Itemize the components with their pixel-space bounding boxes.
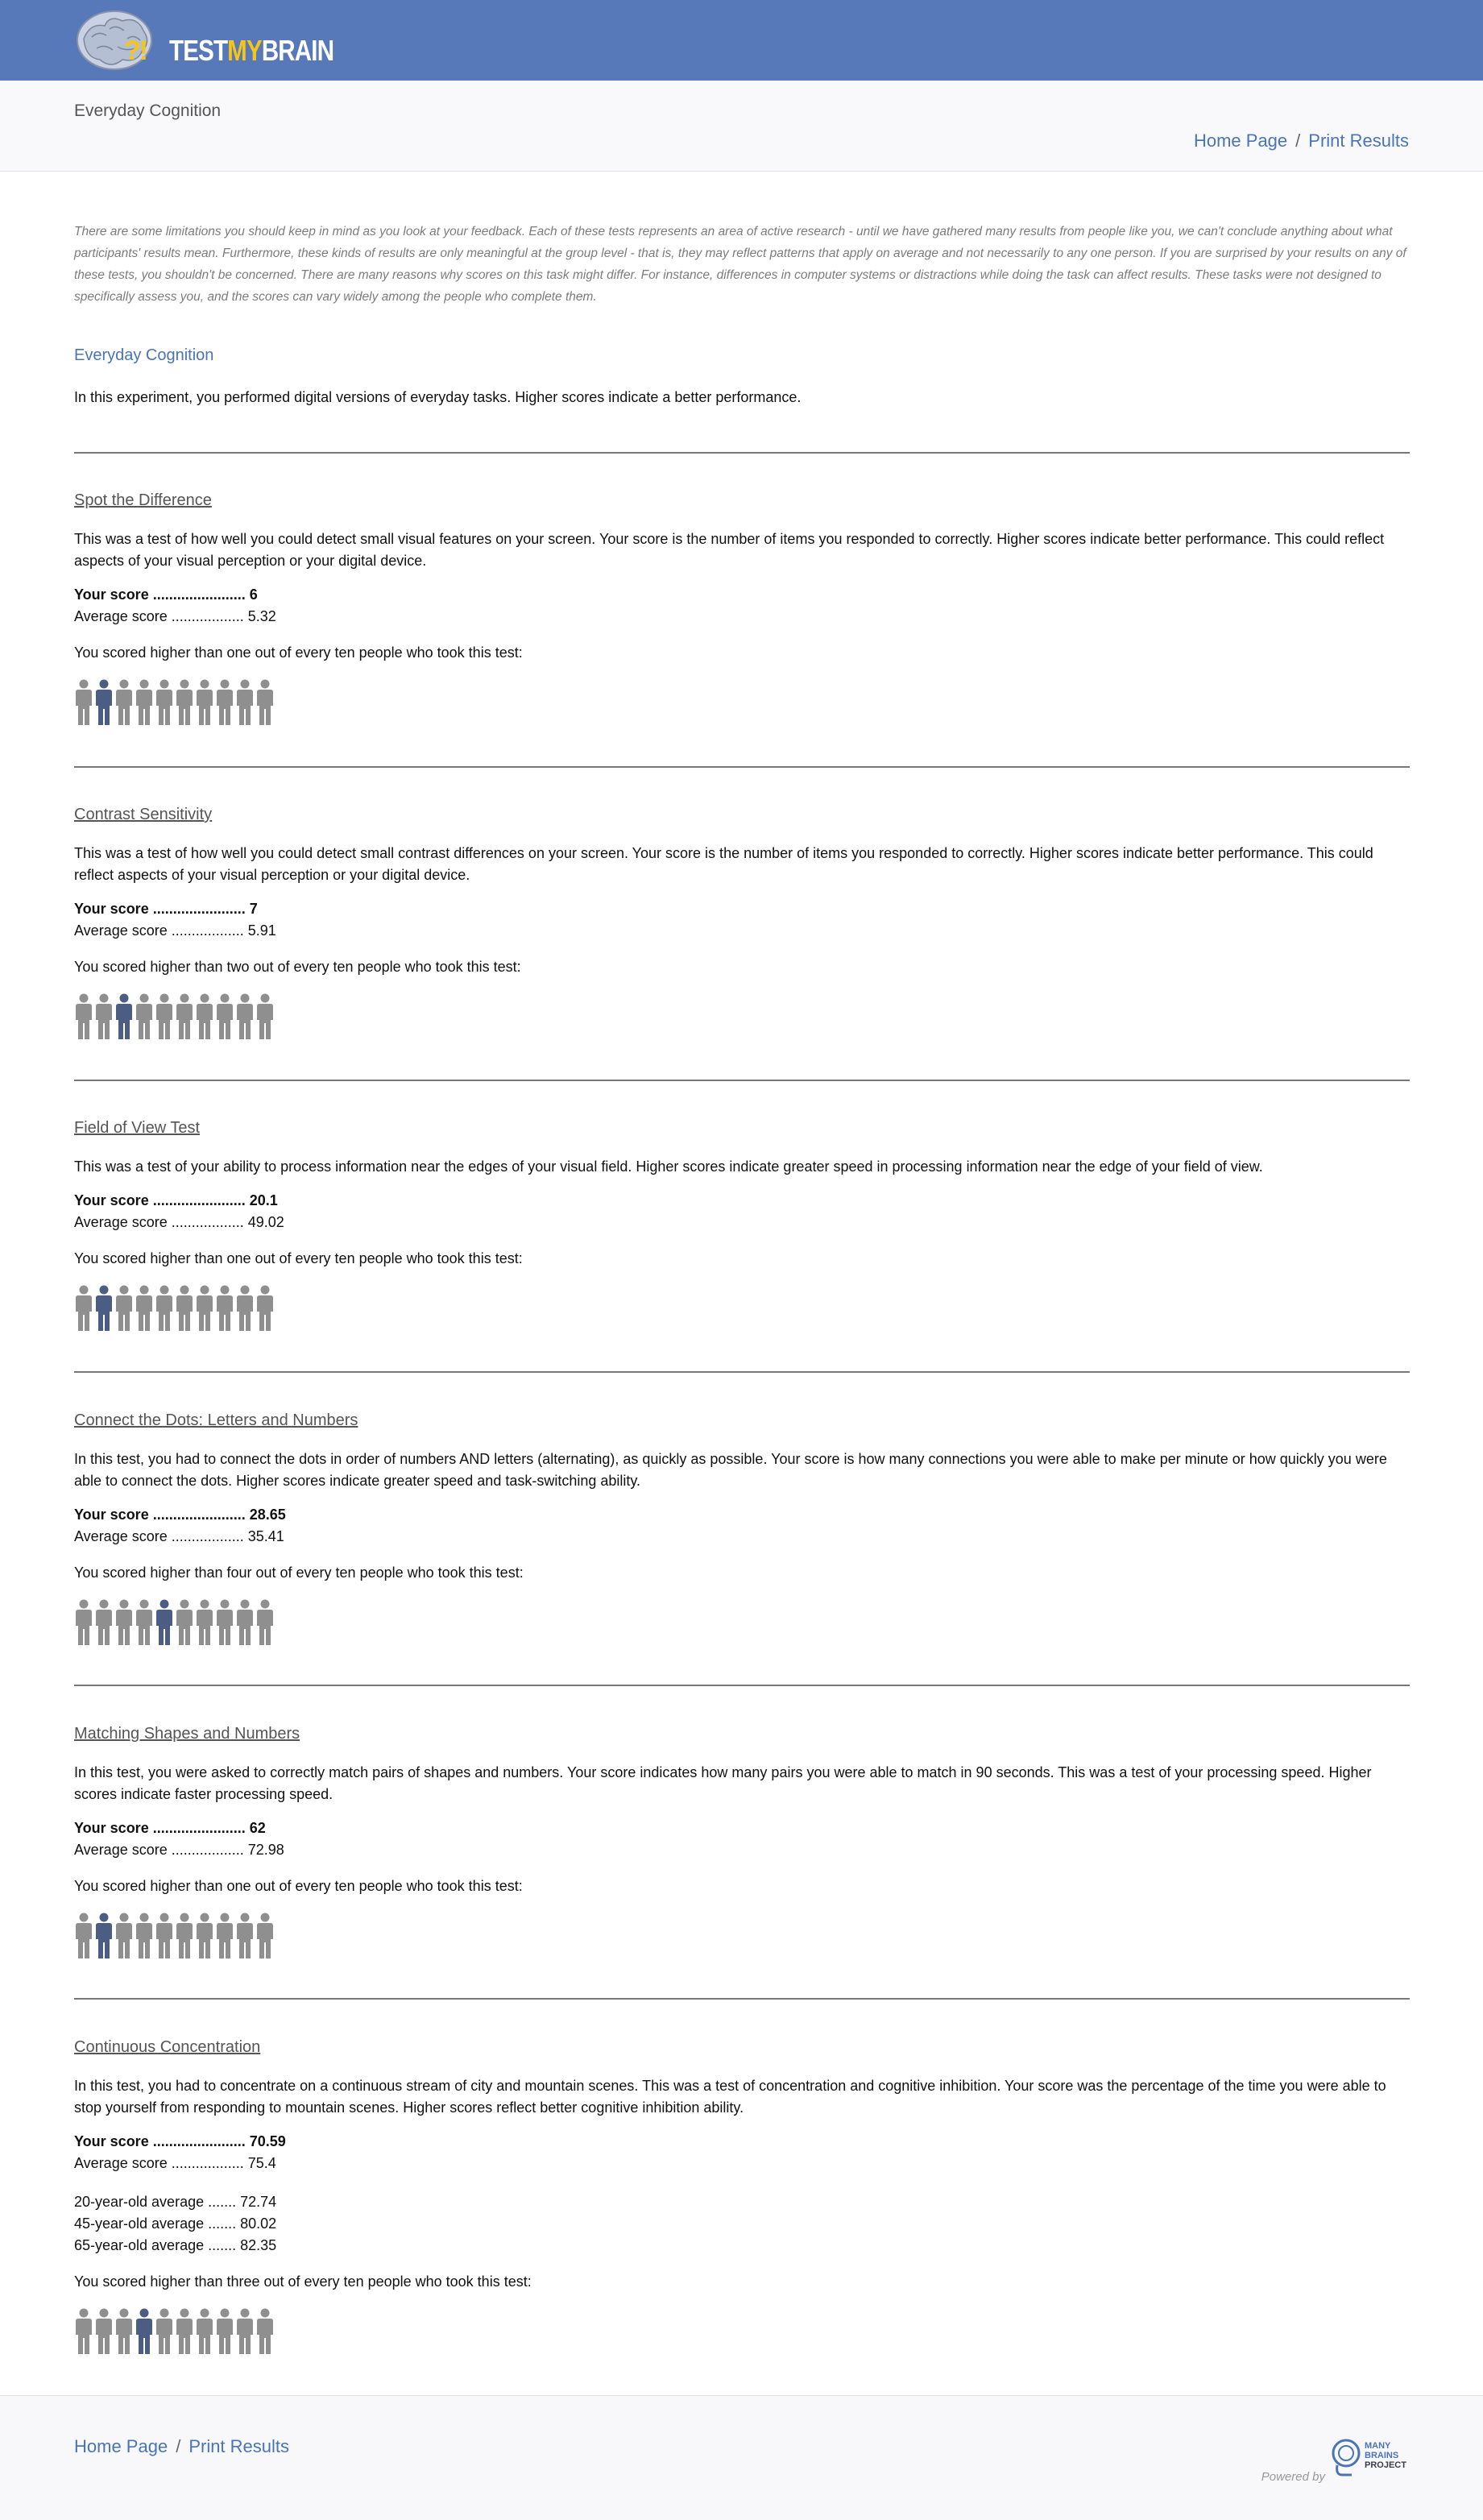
section-description: In this test, you were asked to correctly match pairs of shapes and numbers. Your score indicates how many pairs you were able to match in 90 seconds. This was a test of your processing speed. Higher scores indicate faster processing speed. xyxy=(74,1764,1372,1802)
result-section-connect-the-dots xyxy=(74,1411,1411,1646)
average-score: Average score .................. 35.41 xyxy=(74,1528,284,1544)
person-icon xyxy=(175,993,194,1040)
person-icon xyxy=(114,1913,134,1959)
section-description: This was a test of how well you could detect small contrast differences on your screen. Your score is the number of items you responded to correctly. Higher scores indicate better performance. This could reflect aspects of your visual perception or your digital device. xyxy=(74,845,1373,883)
person-icon-highlighted xyxy=(94,1913,114,1959)
average-score: Average score .................. 75.4 xyxy=(74,2155,276,2171)
result-section-spot-the-difference xyxy=(74,491,1411,726)
person-icon xyxy=(175,1285,194,1332)
your-score: Your score ....................... 62 xyxy=(74,1820,266,1836)
person-icon xyxy=(155,1913,174,1959)
divider xyxy=(74,1685,1410,1686)
many-brains-project-logo[interactable] xyxy=(1331,2438,1411,2480)
person-icon xyxy=(135,1599,154,1646)
logo-wordmark: TESTMYBRAIN xyxy=(169,34,334,67)
person-icon xyxy=(215,1913,234,1959)
person-icon xyxy=(114,1285,134,1332)
person-icon xyxy=(255,1913,275,1959)
person-icon xyxy=(155,1285,174,1332)
person-icon xyxy=(94,1599,114,1646)
person-icon xyxy=(195,1285,214,1332)
person-icon xyxy=(215,679,234,726)
person-icon xyxy=(255,993,275,1040)
person-icon xyxy=(94,993,114,1040)
person-icon xyxy=(195,2308,214,2355)
person-icon xyxy=(74,2308,93,2355)
your-score: Your score ....................... 7 xyxy=(74,901,258,917)
person-icon xyxy=(94,2308,114,2355)
person-icon-highlighted xyxy=(94,1285,114,1332)
divider xyxy=(74,1080,1410,1081)
divider xyxy=(74,766,1410,768)
result-section-contrast-sensitivity xyxy=(74,805,1411,1040)
section-title: Contrast Sensitivity xyxy=(74,806,213,823)
person-icon xyxy=(74,1913,93,1959)
divider xyxy=(74,452,1410,454)
average-score: Average score .................. 5.32 xyxy=(74,608,276,624)
person-icon xyxy=(74,1599,93,1646)
section-description: This was a test of your ability to process information near the edges of your visual field. Higher scores indicate greater speed in processing information near the edge of your field of view. xyxy=(74,1158,1263,1175)
person-icon xyxy=(255,1599,275,1646)
section-title: Spot the Difference xyxy=(74,491,212,509)
percentile-pictogram xyxy=(74,1285,1411,1332)
person-icon xyxy=(255,679,275,726)
person-icon xyxy=(135,1913,154,1959)
testmybrain-logo[interactable] xyxy=(74,6,334,74)
person-icon xyxy=(215,993,234,1040)
person-icon xyxy=(235,1285,255,1332)
person-icon xyxy=(255,2308,275,2355)
intro-title: Everyday Cognition xyxy=(74,346,214,364)
your-score: Your score ....................... 70.59 xyxy=(74,2133,286,2149)
many-brains-head-icon xyxy=(1331,2438,1361,2476)
person-icon xyxy=(195,1599,214,1646)
divider xyxy=(74,1371,1410,1373)
person-icon xyxy=(74,993,93,1040)
person-icon xyxy=(135,1285,154,1332)
person-icon xyxy=(235,2308,255,2355)
person-icon xyxy=(114,679,134,726)
section-title: Continuous Concentration xyxy=(74,2038,261,2056)
many-brains-wordmark: MANY BRAINS PROJECT xyxy=(1365,2441,1406,2470)
person-icon xyxy=(235,1599,255,1646)
footer-home-page-link[interactable]: Home Page xyxy=(74,2436,168,2456)
average-score: Average score .................. 49.02 xyxy=(74,1214,284,1230)
person-icon xyxy=(175,679,194,726)
section-title: Field of View Test xyxy=(74,1119,201,1137)
logo-marks: ?! xyxy=(124,35,147,66)
person-icon xyxy=(195,993,214,1040)
footer-print-results-link[interactable]: Print Results xyxy=(188,2436,290,2456)
person-icon xyxy=(235,993,255,1040)
average-score: Average score .................. 72.98 xyxy=(74,1842,284,1858)
age-average-20: 20-year-old average ....... 72.74 xyxy=(74,2194,277,2210)
age-averages xyxy=(74,2191,1411,2257)
result-section-matching-shapes xyxy=(74,1724,1411,1959)
person-icon-highlighted xyxy=(135,2308,154,2355)
average-score: Average score .................. 5.91 xyxy=(74,922,276,939)
percentile-pictogram xyxy=(74,1599,1411,1646)
person-icon xyxy=(195,1913,214,1959)
section-title: Matching Shapes and Numbers xyxy=(74,1725,300,1743)
person-icon xyxy=(155,993,174,1040)
page-title: Everyday Cognition xyxy=(74,102,222,120)
section-description: In this test, you had to concentrate on a continuous stream of city and mountain scenes. This was a test of concentration and cognitive inhibition. Your score was the percentage of the time you were able to stop yourself from responding to mountain scenes. Higher scores reflect better cognitive inhibition ability. xyxy=(74,2078,1386,2116)
person-icon xyxy=(255,1285,275,1332)
person-icon xyxy=(175,2308,194,2355)
person-icon xyxy=(74,679,93,726)
person-icon xyxy=(175,1913,194,1959)
person-icon xyxy=(215,2308,234,2355)
footer xyxy=(0,2395,1483,2520)
section-description: This was a test of how well you could detect small visual features on your screen. Your score is the number of items you responded to correctly. Higher scores indicate better performance. This could reflect aspects of your visual perception or your digital device. xyxy=(74,531,1385,569)
percentile-text: You scored higher than two out of every ten people who took this test: xyxy=(74,959,521,975)
age-average-65: 65-year-old average ....... 82.35 xyxy=(74,2237,277,2253)
sub-header xyxy=(0,81,1483,172)
percentile-pictogram xyxy=(74,2308,1411,2355)
divider xyxy=(74,1998,1410,2000)
intro-text: In this experiment, you performed digital versions of everyday tasks. Higher scores indicate a better performance. xyxy=(74,389,802,405)
person-icon xyxy=(235,1913,255,1959)
percentile-text: You scored higher than one out of every ten people who took this test: xyxy=(74,645,523,661)
print-results-link[interactable]: Print Results xyxy=(1308,131,1409,151)
person-icon-highlighted xyxy=(94,679,114,726)
person-icon xyxy=(235,679,255,726)
percentile-text: You scored higher than four out of every ten people who took this test: xyxy=(74,1565,524,1581)
age-average-45: 45-year-old average ....... 80.02 xyxy=(74,2215,277,2232)
result-section-field-of-view xyxy=(74,1118,1411,1332)
result-section-continuous-concentration xyxy=(74,2037,1411,2355)
person-icon xyxy=(135,993,154,1040)
person-icon xyxy=(195,679,214,726)
person-icon xyxy=(215,1599,234,1646)
percentile-pictogram xyxy=(74,993,1411,1040)
person-icon xyxy=(114,1599,134,1646)
percentile-text: You scored higher than one out of every ten people who took this test: xyxy=(74,1878,523,1894)
person-icon xyxy=(135,679,154,726)
footer-nav xyxy=(74,2436,289,2457)
person-icon xyxy=(175,1599,194,1646)
home-page-link[interactable]: Home Page xyxy=(1193,131,1288,151)
disclaimer-text: There are some limitations you should keep in mind as you look at your feedback. Each of these tests represents an area of active research - until we have gathered many results from people like you, we can't conclude anything about what participants' results mean. Furthermore, these kinds of results are only meaningful at the group level - that is, they may reflect patterns that apply on average and not necessarily to any one person. If you are surprised by your results on any of these tests, you shouldn't be concerned. There are many reasons why scores on this task might differ. For instance, differences in computer systems or distractions while doing the task can affect results. These tasks were not designed to specifically assess you, and the scores can vary widely among the people who complete them. xyxy=(74,225,1406,304)
section-description: In this test, you had to connect the dots in order of numbers AND letters (alternating), as quickly as possible. Your score is how many connections you were able to make per minute or how quickly you were able to connect the dots. Higher scores indicate greater speed and task-switching ability. xyxy=(74,1451,1387,1489)
header-nav xyxy=(1194,131,1409,151)
percentile-pictogram xyxy=(74,679,1411,726)
person-icon xyxy=(155,679,174,726)
person-icon xyxy=(114,2308,134,2355)
your-score: Your score ....................... 20.1 xyxy=(74,1192,278,1208)
percentile-text: You scored higher than one out of every ten people who took this test: xyxy=(74,1250,523,1266)
person-icon-highlighted xyxy=(155,1599,174,1646)
section-title: Connect the Dots: Letters and Numbers xyxy=(74,1411,358,1429)
powered-by-label: Powered by xyxy=(1261,2470,1325,2484)
person-icon-highlighted xyxy=(114,993,134,1040)
person-icon xyxy=(215,1285,234,1332)
top-header-bar xyxy=(0,0,1483,81)
your-score: Your score ....................... 28.65 xyxy=(74,1507,286,1523)
your-score: Your score ....................... 6 xyxy=(74,586,258,603)
person-icon xyxy=(74,1285,93,1332)
percentile-pictogram xyxy=(74,1913,1411,1959)
person-icon xyxy=(155,2308,174,2355)
nav-separator: / xyxy=(1295,131,1301,151)
percentile-text: You scored higher than three out of every ten people who took this test: xyxy=(74,2273,532,2290)
nav-separator: / xyxy=(176,2436,181,2456)
